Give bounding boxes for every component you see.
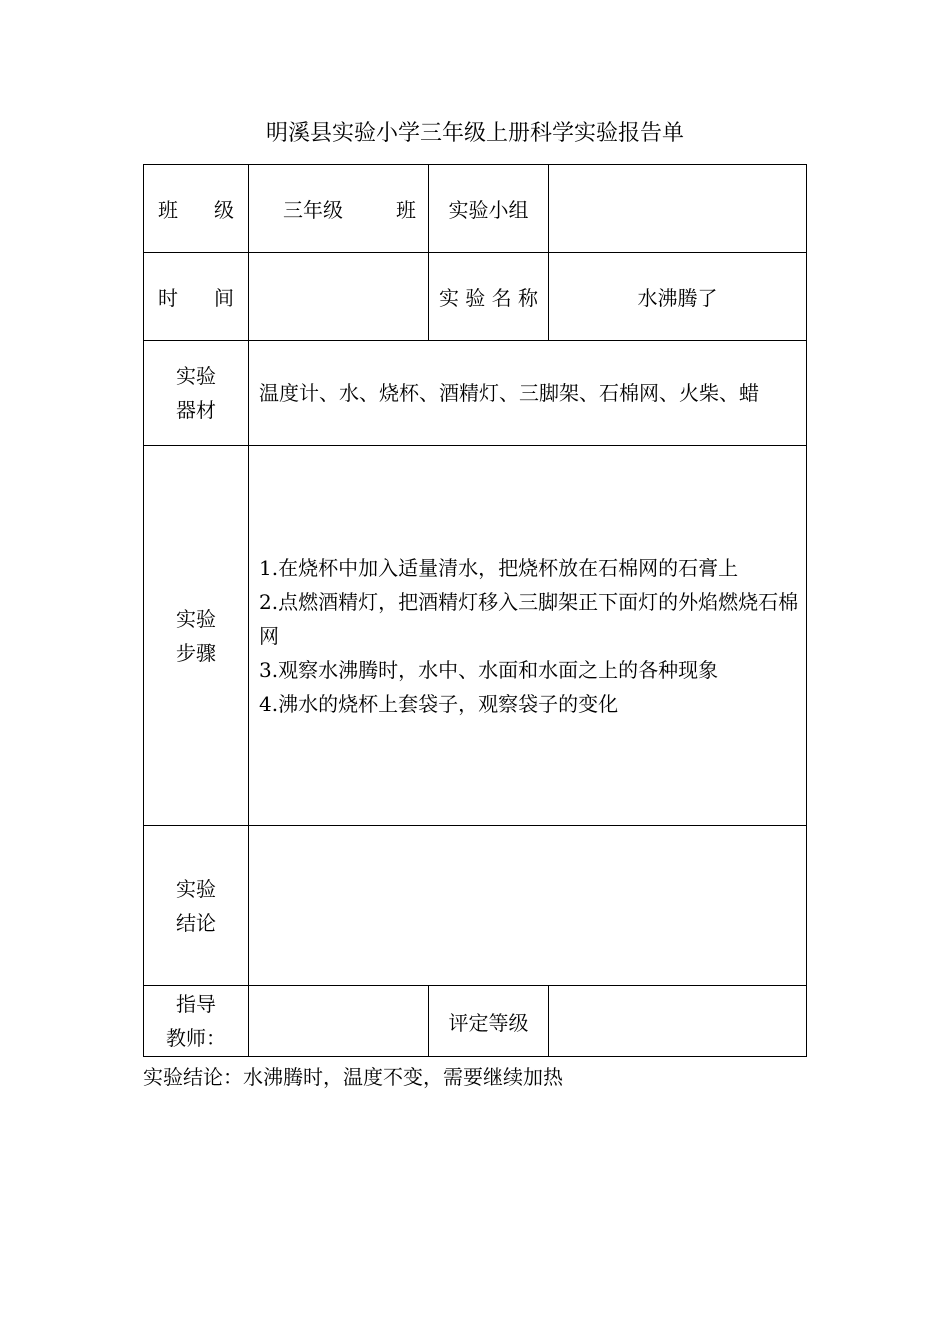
conclusion-value-field[interactable] [249, 826, 807, 986]
step-item: 2.点燃酒精灯，把酒精灯移入三脚架正下面灯的外焰燃烧石棉网 [259, 589, 799, 648]
experiment-name-label: 实 验 名 称 [429, 253, 549, 341]
class-value-cell[interactable] [249, 165, 429, 253]
steps-label-line2: 步骤 [176, 640, 216, 665]
step-item: 1.在烧杯中加入适量清水，把烧杯放在石棉网的石膏上 [259, 555, 739, 580]
time-label-right: 间 [214, 286, 234, 310]
teacher-row [144, 986, 807, 1057]
step-item: 4.沸水的烧杯上套袋子，观察袋子的变化 [259, 691, 619, 716]
steps-label-cell [144, 446, 249, 826]
teacher-value-field[interactable] [249, 986, 429, 1057]
steps-label-line1: 实验 [176, 606, 216, 631]
grade-value-field[interactable] [549, 986, 807, 1057]
steps-row [144, 446, 807, 826]
step-item: 3.观察水沸腾时，水中、水面和水面之上的各种现象 [259, 657, 719, 682]
time-row [144, 253, 807, 341]
class-label-left: 班 [158, 198, 178, 222]
materials-label-line1: 实验 [176, 364, 216, 388]
time-label-left: 时 [158, 286, 178, 310]
conclusion-row [144, 826, 807, 986]
class-row [144, 165, 807, 253]
footer-conclusion-note: 实验结论：水沸腾时，温度不变，需要继续加热 [143, 1065, 563, 1089]
teacher-label-line2: 教师： [166, 1026, 226, 1050]
class-value-suffix: 班 [396, 198, 416, 222]
class-label-cell [144, 165, 249, 253]
conclusion-label-line2: 结论 [176, 910, 216, 935]
class-label-right: 级 [214, 198, 234, 222]
page-title: 明溪县实验小学三年级上册科学实验报告单 [265, 121, 684, 146]
report-table [143, 164, 807, 1057]
time-value-field[interactable] [249, 253, 429, 341]
materials-value[interactable]: 温度计、水、烧杯、酒精灯、三脚架、石棉网、火柴、蜡 [249, 341, 807, 446]
materials-label-cell [144, 341, 249, 446]
time-label-cell [144, 253, 249, 341]
group-label: 实验小组 [429, 165, 549, 253]
steps-list[interactable] [249, 446, 807, 826]
group-value-field[interactable] [549, 165, 807, 253]
grade-label: 评定等级 [429, 986, 549, 1057]
conclusion-label-cell [144, 826, 249, 986]
class-value-prefix: 三年级 [283, 198, 343, 222]
materials-label-line2: 器材 [176, 398, 216, 422]
teacher-label-line1: 指导 [176, 992, 216, 1016]
experiment-name-value[interactable]: 水沸腾了 [549, 253, 807, 341]
teacher-label-cell [144, 986, 249, 1057]
conclusion-label-line1: 实验 [176, 876, 216, 901]
materials-row [144, 341, 807, 446]
